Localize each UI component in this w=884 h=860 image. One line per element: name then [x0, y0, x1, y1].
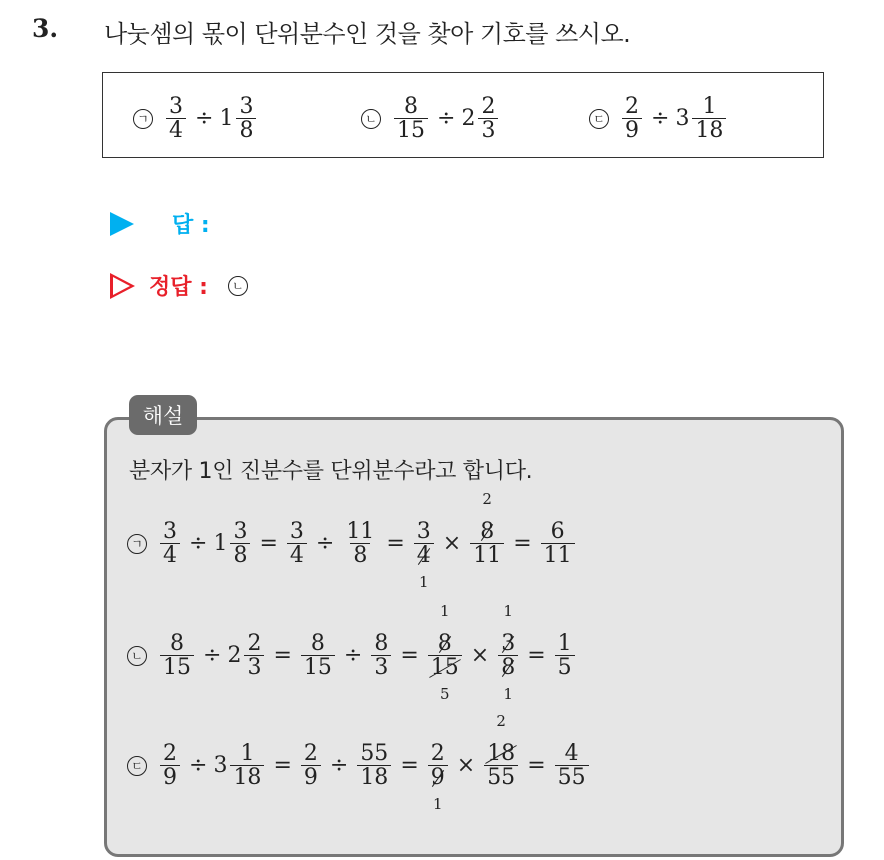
fraction: $\frac{3}{4}$ — [160, 520, 180, 567]
fraction: $\frac{11}{8}$ — [346, 519, 375, 569]
cancelled-fraction: 8 2 11 — [470, 520, 504, 567]
fraction: $\frac{1}{18}$ — [230, 742, 264, 789]
question-number: 3. — [32, 14, 59, 43]
cancelled-fraction: 3 4 1 — [414, 520, 434, 567]
answer-row — [110, 208, 342, 239]
circled-symbol-b: ㄴ — [361, 109, 381, 129]
question-text: 나눗셈의 몫이 단위분수인 것을 찾아 기호를 쓰시오. — [104, 20, 631, 48]
choice-a: ㄱ $\frac{3}{4}$ ÷ 1 $\frac{3}{8}$ — [133, 95, 259, 142]
fraction: $\frac{3}{4}$ — [166, 95, 186, 142]
fraction: $\frac{2}{9}$ — [160, 742, 180, 789]
fraction: $\frac{2}{3}$ — [478, 95, 498, 142]
fraction: $\frac{3}{8}$ — [230, 520, 250, 567]
choice-c: ㄷ $\frac{2}{9}$ ÷ 3 $\frac{1}{18}$ — [589, 95, 729, 142]
circled-symbol-c: ㄷ — [589, 109, 609, 129]
fraction: $\frac{8}{15}$ — [160, 632, 194, 679]
result-fraction: $\frac{4}{55}$ — [555, 742, 589, 789]
result-fraction: $\frac{6}{11}$ — [541, 520, 575, 567]
choice-box — [102, 72, 824, 158]
fraction: $\frac{1}{18}$ — [692, 95, 726, 142]
cancelled-fraction: 8 1 15 5 — [428, 632, 462, 679]
fraction: $\frac{2}{9}$ — [301, 742, 321, 789]
explanation-box — [104, 417, 844, 857]
circled-symbol-b: ㄴ — [127, 646, 147, 666]
play-triangle-icon — [110, 212, 134, 236]
explanation-line-c: ㄷ $\frac{2}{9}$ ÷ 3 $\frac{1}{18}$ = $\frac{2}{9}$ ÷ $\frac{55}{18}$ = 2 9 1 × 18 2 55 = $\frac{4}{55}$ — [127, 742, 592, 789]
explanation-intro: 분자가 1인 진분수를 단위분수라고 합니다. — [129, 459, 533, 484]
fraction: $\frac{8}{15}$ — [301, 632, 335, 679]
explanation-line-b: ㄴ $\frac{8}{15}$ ÷ 2 $\frac{2}{3}$ = $\frac{8}{15}$ ÷ $\frac{8}{3}$ = 8 1 15 5 × 3 1 8 1 = $\frac{1}{5}$ — [127, 632, 578, 679]
circled-symbol-c: ㄷ — [127, 756, 147, 776]
cancelled-fraction: 18 2 55 — [484, 742, 518, 789]
fraction: $\frac{3}{8}$ — [236, 95, 256, 142]
fraction: $\frac{8}{15}$ — [394, 95, 428, 142]
fraction: $\frac{8}{3}$ — [371, 632, 391, 679]
choice-b: ㄴ $\frac{8}{15}$ ÷ 2 $\frac{2}{3}$ — [361, 95, 501, 142]
correct-answer-label: 정답 : — [149, 275, 208, 300]
fraction: $\frac{2}{3}$ — [244, 632, 264, 679]
answer-label: 답 : — [172, 213, 210, 238]
correct-answer-row — [110, 270, 258, 301]
explanation-line-a: ㄱ $\frac{3}{4}$ ÷ 1 $\frac{3}{8}$ = $\frac{3}{4}$ ÷ $\frac{11}{8}$ = 3 4 1 × 8 2 11 = $\frac{6}{11}$ — [127, 520, 578, 567]
cancelled-fraction: 3 1 8 1 — [498, 632, 518, 679]
fraction: $\frac{2}{9}$ — [622, 95, 642, 142]
explanation-tab: 해설 — [129, 395, 197, 435]
result-fraction: $\frac{1}{5}$ — [555, 632, 575, 679]
fraction: $\frac{3}{4}$ — [287, 520, 307, 567]
fraction: $\frac{55}{18}$ — [357, 742, 391, 789]
outline-triangle-icon — [110, 273, 135, 299]
circled-symbol-a: ㄱ — [133, 109, 153, 129]
cancelled-fraction: 2 9 1 — [428, 742, 448, 789]
circled-symbol-a: ㄱ — [127, 534, 147, 554]
correct-answer-symbol: ㄴ — [228, 276, 248, 296]
